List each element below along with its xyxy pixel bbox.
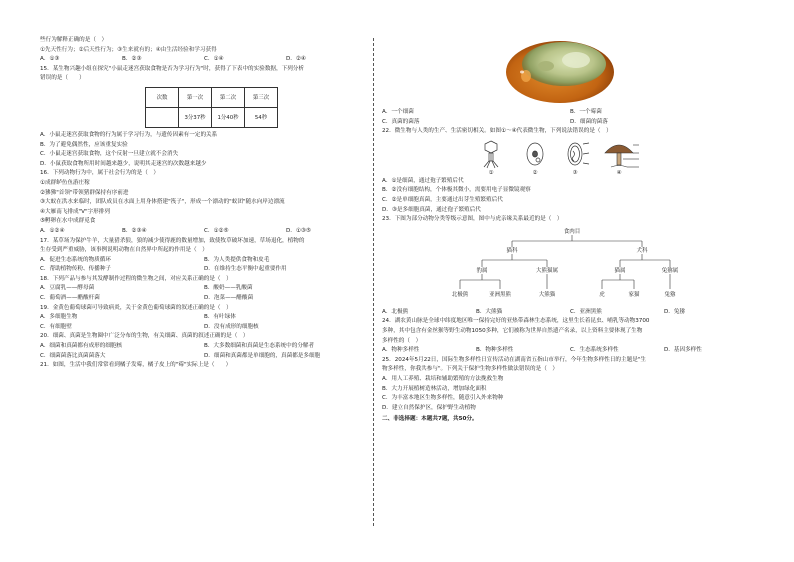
table-header-cell: 第二次 xyxy=(212,87,245,107)
question-22: 22．微生物与人类的生产、生活密切相关。如图①～④代表微生物，下列说法错误的是（ ） xyxy=(382,128,612,135)
option-d[interactable]: D．③是多细胞真菌，通过孢子繁殖后代 xyxy=(382,206,481,213)
option-d[interactable]: D．兔猕 xyxy=(664,308,686,315)
tree-family: 犬科 xyxy=(636,247,648,254)
options-row xyxy=(40,256,368,266)
tree-genus: 豹属 xyxy=(476,267,488,274)
tree-family: 猫科 xyxy=(506,247,518,254)
option-a[interactable]: A．细菌和真菌都有成形的细胞核 xyxy=(40,343,123,350)
statement-3: ③大蚁在洪水来临时，团队成员在水面上用身体搭建"筏子"，形成一个漂动的"蚁团"随水向岸边漂流 xyxy=(40,199,285,206)
option-c[interactable]: C．①④ xyxy=(204,56,224,63)
options-row xyxy=(40,284,368,294)
option-d[interactable]: D．细菌的菌落 xyxy=(570,118,608,125)
table-cell: 54秒 xyxy=(245,107,278,127)
options-row xyxy=(40,352,368,362)
option-a[interactable]: A．豆腐乳——酵母菌 xyxy=(40,285,95,292)
figure-label: ② xyxy=(532,169,538,175)
classification-tree xyxy=(442,227,712,305)
option-a[interactable]: A．一个细菌 xyxy=(382,109,414,115)
option-b[interactable]: B．②③ xyxy=(122,56,142,63)
option-d[interactable]: D．①③⑤ xyxy=(286,227,311,234)
moldy-orange-image xyxy=(504,36,616,104)
option-a[interactable]: A．①②④ xyxy=(40,227,65,234)
option-a[interactable]: A．①是细菌，通过孢子繁殖后代 xyxy=(382,177,464,184)
question-15: 15．某生物兴趣小组在探究"小鼠走迷宫获取食物是否为学习行为"时，获得了下表中的实验数据，下列分析 xyxy=(40,65,304,72)
option-b[interactable]: B．为人类提供食物和皮毛 xyxy=(204,256,270,263)
option-d[interactable]: D．没有成形的细胞核 xyxy=(204,323,259,330)
question-text: ①先天性行为；②后天性行为；③生来就有的；④由生活经验和学习获得 xyxy=(40,46,217,53)
option-d[interactable]: D．建立自然保护区，保护野生动植物 xyxy=(382,404,476,411)
option-b[interactable]: B．②③④ xyxy=(122,227,147,234)
table-header-cell: 次数 xyxy=(146,87,179,107)
question-16: 16．下列动物行为中，属于社会行为的是（ ） xyxy=(40,170,159,177)
options-row xyxy=(40,227,368,237)
options-row xyxy=(40,55,368,65)
tree-species: 家猫 xyxy=(628,291,640,298)
table-row xyxy=(146,87,278,107)
option-b[interactable]: B．酸奶——乳酸菌 xyxy=(204,285,253,292)
option-c[interactable]: C．细菌菌落比真菌菌落大 xyxy=(40,352,106,359)
option-c[interactable]: C．②是单细胞真菌，主要通过出芽生殖繁殖后代 xyxy=(382,196,503,203)
option-a[interactable]: A．北极熊 xyxy=(382,308,409,315)
right-column xyxy=(382,36,758,425)
options-row xyxy=(382,118,758,128)
option-c[interactable]: C．葡萄酒——醋酸杆菌 xyxy=(40,295,100,302)
yeast-cell-icon xyxy=(527,143,543,165)
options-row xyxy=(40,313,368,323)
options-row xyxy=(40,342,368,352)
tree-species: 虎 xyxy=(599,291,605,298)
question-20: 20．细菌、真菌是生物圈中广泛分布的生物，有关细菌、真菌的叙述正确的是（ ） xyxy=(40,333,249,340)
option-b[interactable]: B．物种多样性 xyxy=(476,347,514,354)
tree-species: 亚洲黑熊 xyxy=(488,291,512,298)
question-25-cont: 物多样性，你我共参与"。下列关于保护生物多样性做法错误的是（ ） xyxy=(382,366,558,373)
option-b[interactable]: B．一个霉菌 xyxy=(570,109,602,115)
option-c[interactable]: C．亚洲黑熊 xyxy=(570,308,602,315)
option-a[interactable]: A．用人工养殖、栽培和辅助繁殖的方法挽救生物 xyxy=(382,375,504,382)
option-c[interactable]: C．生态系统多样性 xyxy=(570,347,619,354)
tree-species: 大熊猫 xyxy=(538,291,556,298)
option-c[interactable]: C．真菌的菌落 xyxy=(382,118,420,125)
tree-genus: 大熊猫属 xyxy=(535,267,559,274)
question-text: 些行为解释正确的是（ ） xyxy=(40,37,108,43)
option-c[interactable]: C．有细胞壁 xyxy=(40,323,72,330)
option-a[interactable]: A．多细胞生物 xyxy=(40,314,78,321)
options-row xyxy=(40,294,368,304)
option-d[interactable]: D．小鼠获取食物所用时间越来越少，说明其走迷宫的次数越来越少 xyxy=(40,160,207,167)
option-d[interactable]: D．基因多样性 xyxy=(664,347,702,354)
option-d[interactable]: D．②④ xyxy=(286,56,306,63)
option-c[interactable]: C．为丰富本地区生物多样性，随意引入外来物种 xyxy=(382,395,504,402)
question-21: 21．如图，生活中我们常常看到橘子发霉，橘子皮上的"霉"实际上是（ ） xyxy=(40,362,232,369)
option-a[interactable]: A．物种多样性 xyxy=(382,347,420,354)
options-row xyxy=(40,265,368,275)
question-24-cont: 多种，其中包含有金丝猴等野生动物1050多种，它们被称为世界自然遗产名录，以上资料主要体现了生物 xyxy=(382,327,643,334)
mushroom-icon xyxy=(605,145,639,167)
table-cell xyxy=(146,107,179,127)
table-cell: 3分37秒 xyxy=(179,107,212,127)
option-c[interactable]: C．帮助植物传粉、传播种子 xyxy=(40,266,112,273)
table-header-cell: 第三次 xyxy=(245,87,278,107)
tree-genus: 兔猕属 xyxy=(661,267,679,274)
options-row xyxy=(40,323,368,333)
option-a[interactable]: A．小鼠走迷宫获取食物的行为属于学习行为，与遗传因素有一定的关系 xyxy=(40,131,218,138)
option-d[interactable]: D．泡菜——醋酸菌 xyxy=(204,295,254,302)
option-d[interactable]: D．在维持生态平衡中起重要作用 xyxy=(204,266,287,273)
question-17: 17．某草场为保护牛羊，大量猎杀狼，狼的减少使得鹿的数量增加，致使牧草破坏加速，草场退化，植物的 xyxy=(40,237,305,244)
virus-icon xyxy=(484,141,498,168)
microorganisms-figure xyxy=(477,139,647,175)
column-divider xyxy=(373,38,374,526)
table-header-cell: 第一次 xyxy=(179,87,212,107)
statement-1: ①成群鲈鱼鱼游庄稼 xyxy=(40,179,90,186)
option-b[interactable]: B．为了避免偶然性，应该重复实验 xyxy=(40,141,128,148)
options-row xyxy=(382,108,758,118)
question-24: 24．湖农黄山脉是全球中纬度地区唯一保持完好的亚热带森林生态系统，这里生长着昆虫、哺乳等动物3700 xyxy=(382,318,650,325)
figure-label: ① xyxy=(488,169,494,175)
question-24-cont: 多样性的（ ） xyxy=(382,337,422,344)
statement-2: ②狒狒"首领"带领猪群保持有序前进 xyxy=(40,189,129,196)
option-c[interactable]: C．①②⑤ xyxy=(204,227,229,234)
question-25: 25．2024年5月22日，国际生物多样性日宣传活动在湖南省五指山市举行，今年生物多样性日的主题是"生 xyxy=(382,356,646,363)
data-table xyxy=(145,87,278,128)
question-18: 18．下列产品与参与其发酵制作过程的微生物之间，对应关系正确的是（ ） xyxy=(40,275,232,282)
option-b[interactable]: B．②没有细胞结构，个体极其微小，需要用电子显微镜观察 xyxy=(382,187,531,194)
option-b[interactable]: B．有叶绿体 xyxy=(204,314,236,321)
option-b[interactable]: B．大熊猫 xyxy=(476,308,503,315)
option-b[interactable]: B．大多数细菌和真菌是生态系统中的分解者 xyxy=(204,343,315,350)
statement-5: ⑤孵卵在水中成群觅食 xyxy=(40,218,96,225)
options-row xyxy=(382,308,758,318)
option-d[interactable]: D．细菌和真菌都是单细胞的，真菌都是多细胞 xyxy=(204,352,321,359)
figure-label: ④ xyxy=(616,169,622,175)
tree-species: 兔猕 xyxy=(664,291,676,298)
bacterium-icon xyxy=(568,143,589,165)
section-heading: 二、非选择题：本题共7题，共50分。 xyxy=(382,416,478,423)
tree-species: 北极熊 xyxy=(451,291,469,298)
left-column xyxy=(40,36,368,371)
option-a[interactable]: A．①③ xyxy=(40,56,60,63)
option-c[interactable]: C．小鼠走迷宫获取食物，这个反射一旦建立就不会消失 xyxy=(40,151,179,158)
options-row xyxy=(382,346,758,356)
question-23: 23．下图为部分动物分类等级示意图，图中与虎亲缘关系最近的是（ ） xyxy=(382,216,563,223)
tree-genus: 猫属 xyxy=(614,267,626,274)
question-15-cont: 错误的是（ ） xyxy=(40,75,85,82)
question-19: 19．金黄色葡萄球菌可导致病炎，关于金黄色葡萄球菌的叙述正确的是（ ） xyxy=(40,304,232,311)
table-row xyxy=(146,107,278,127)
option-b[interactable]: B．大力开展植树造林活动，增加绿化面积 xyxy=(382,385,487,392)
table-cell: 1分40秒 xyxy=(212,107,245,127)
statement-4: ④大雁南飞排成"V"字形排列 xyxy=(40,208,110,215)
tree-root: 食肉目 xyxy=(563,228,581,235)
option-a[interactable]: A．促进生态系统的物质循环 xyxy=(40,256,111,263)
question-17-cont: 生存受到严重威胁，该事例说明动物在自然界中所起的作用是（ ） xyxy=(40,247,208,254)
figure-label: ③ xyxy=(572,169,578,175)
